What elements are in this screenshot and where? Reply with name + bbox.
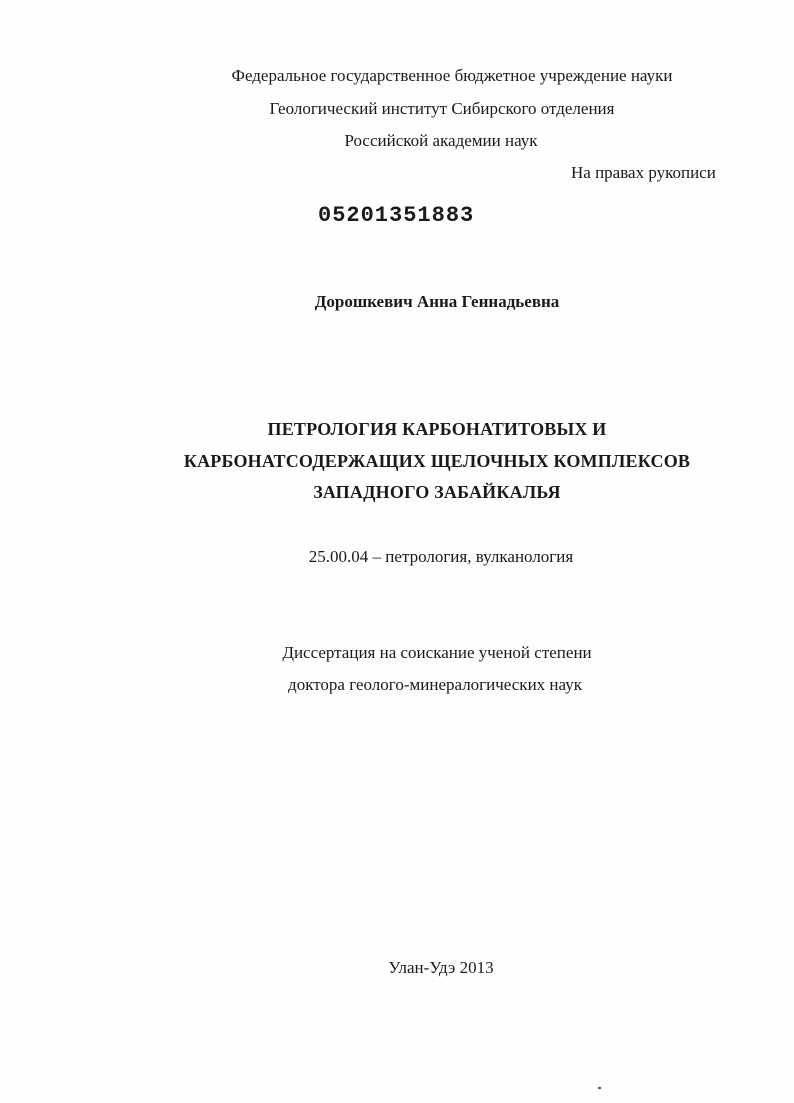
degree-line-2: доктора геолого-минералогических наук	[288, 675, 582, 694]
scan-mark	[598, 1087, 601, 1089]
title-line-2: КАРБОНАТСОДЕРЖАЩИХ ЩЕЛОЧНЫХ КОМПЛЕКСОВ	[183, 451, 691, 471]
title-line-1: ПЕТРОЛОГИЯ КАРБОНАТИТОВЫХ И	[267, 419, 607, 439]
city-year: Улан-Удэ 2013	[388, 958, 494, 977]
institution-line-2: Геологический институт Сибирского отделения	[269, 99, 615, 118]
author-name: Дорошкевич Анна Геннадьевна	[314, 292, 560, 311]
degree-line-1: Диссертация на соискание ученой степени	[282, 643, 592, 662]
title-line-3: ЗАПАДНОГО ЗАБАЙКАЛЬЯ	[313, 482, 561, 502]
registration-number: 05201351883	[318, 203, 475, 228]
institution-line-3: Российской академии наук	[344, 131, 538, 150]
institution-line-1: Федеральное государственное бюджетное учреждение науки	[231, 66, 673, 85]
manuscript-note: На правах рукописи	[571, 163, 716, 182]
specialty-code: 25.00.04 – петрология, вулканология	[308, 547, 574, 566]
